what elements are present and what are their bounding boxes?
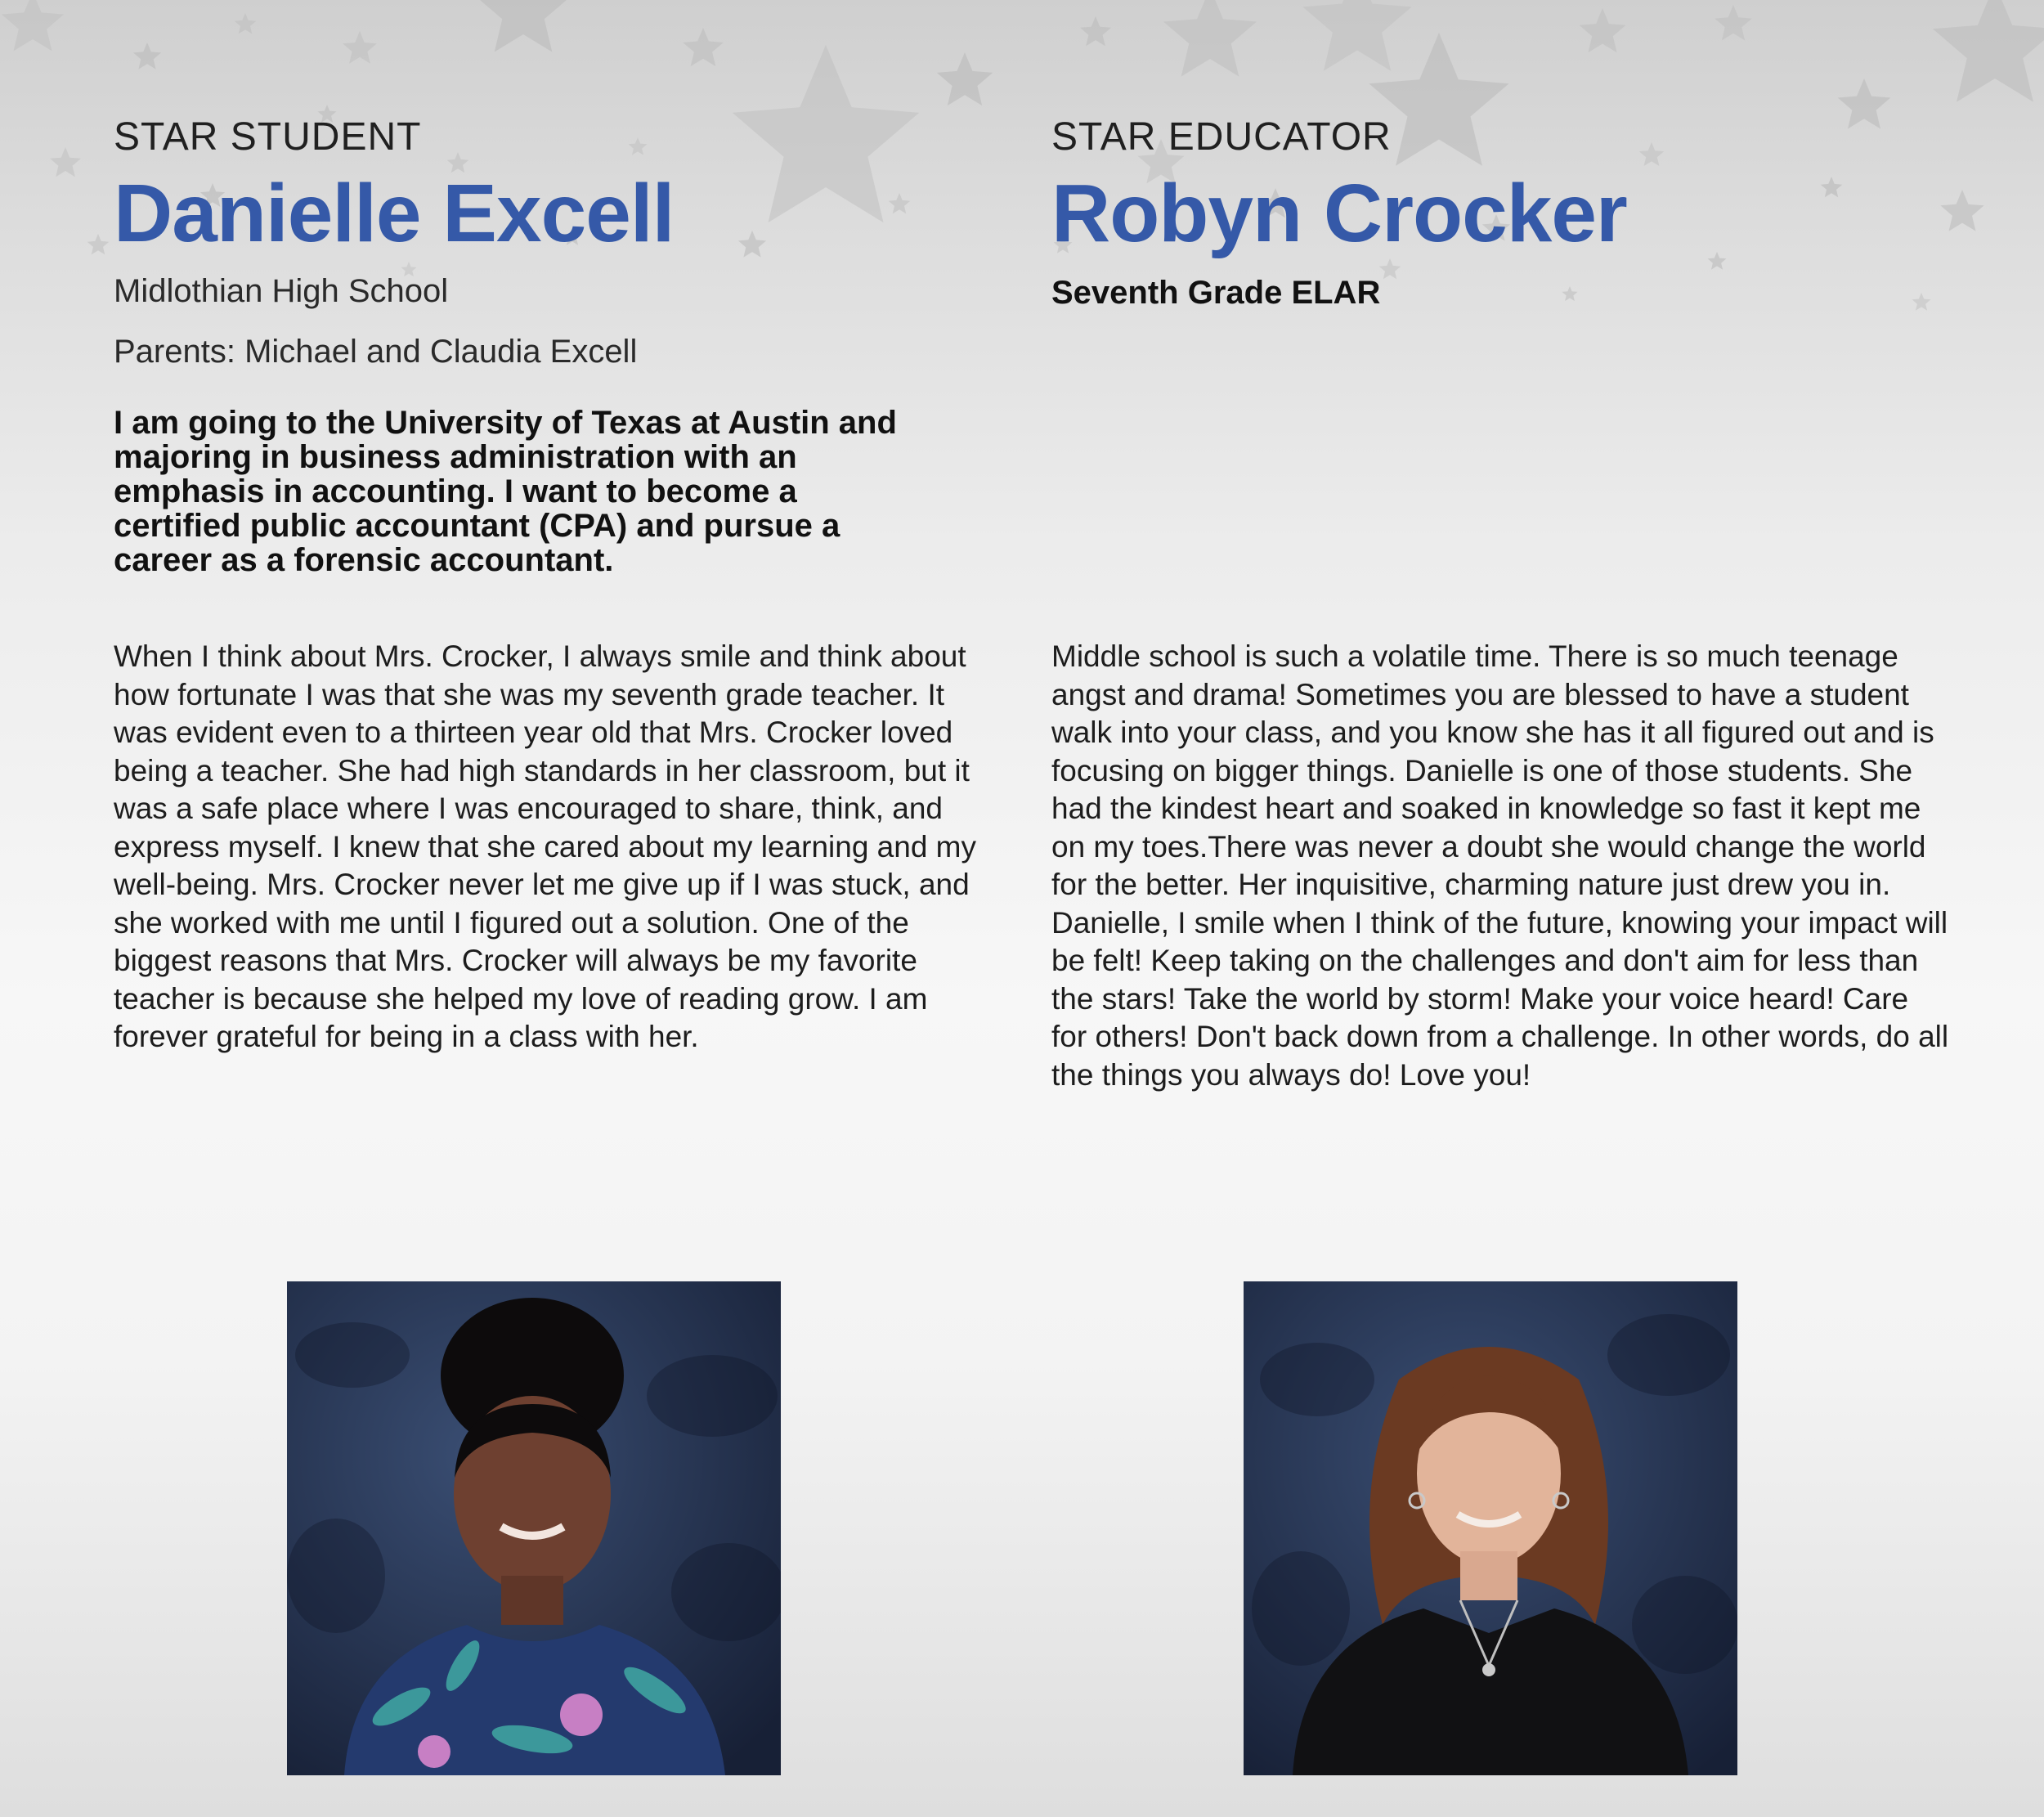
educator-kicker: STAR EDUCATOR xyxy=(1051,115,1392,159)
star-shape xyxy=(50,147,81,177)
educator-name: Robyn Crocker xyxy=(1051,168,1627,259)
student-goal: I am going to the University of Texas at Austin and majoring in business administration with an emphasis in accounting. I want to become a certified public accountant (CPA) and pursue a career as a forensic accountant. xyxy=(114,405,897,578)
educator-portrait xyxy=(1244,1281,1737,1775)
star-shape xyxy=(477,0,570,52)
student-parents: Parents: Michael and Claudia Excell xyxy=(114,334,638,370)
student-school: Midlothian High School xyxy=(114,273,449,309)
educator-role: Seventh Grade ELAR xyxy=(1051,275,1381,311)
student-kicker: STAR STUDENT xyxy=(114,115,422,159)
star-shape xyxy=(235,13,257,34)
student-name: Danielle Excell xyxy=(114,168,675,259)
star-shape xyxy=(1933,0,2044,102)
star-educator-section xyxy=(1051,114,1951,312)
star-shape xyxy=(1580,8,1626,52)
star-shape xyxy=(2,0,64,51)
student-quote: When I think about Mrs. Crocker, I always smile and think about how fortunate I was that she was my seventh grade teacher. It was evident even to a thirteen year old that Mrs. Crocker loved being a teacher. She had high standards in her classroom, but it was a safe place where I was encouraged to share, think, and express myself. I knew that she cared about my learning and my well-being. Mrs. Crocker never let me give up if I was stuck, and she worked with me until I figured out a solution. One of the biggest reasons that Mrs. Crocker will always be my favorite teacher is because she helped my love of reading grow. I am forever grateful for being in a class with her. xyxy=(114,639,977,1053)
star-shape xyxy=(133,43,161,70)
star-shape xyxy=(1302,0,1411,71)
star-shape xyxy=(1080,16,1111,46)
star-shape xyxy=(87,234,110,254)
star-shape xyxy=(683,28,723,66)
star-student-section xyxy=(114,114,1005,577)
student-portrait xyxy=(287,1281,781,1775)
star-shape xyxy=(1163,0,1257,77)
star-shape xyxy=(343,31,377,64)
educator-quote: Middle school is such a volatile time. There is so much teenage angst and drama! Sometimes you are blessed to have a student walk into your class, and you know she has it all figured out and is focusing on bigger things. Danielle is one of those students. She had the kindest heart and soaked in knowledge so fast it kept me on my toes.There was never a doubt she would change the world for the better. Her inquisitive, charming nature just drew you in. Danielle, I smile when I think of the future, knowing your impact will be felt! Keep taking on the challenges and don't aim for less than the stars! Take the world by storm! Make your voice heard! Care for others! Don't back down from a challenge. In other words, do all the things you always do! Love you! xyxy=(1051,639,1949,1092)
star-shape xyxy=(1715,5,1752,40)
star-shape xyxy=(937,52,993,105)
